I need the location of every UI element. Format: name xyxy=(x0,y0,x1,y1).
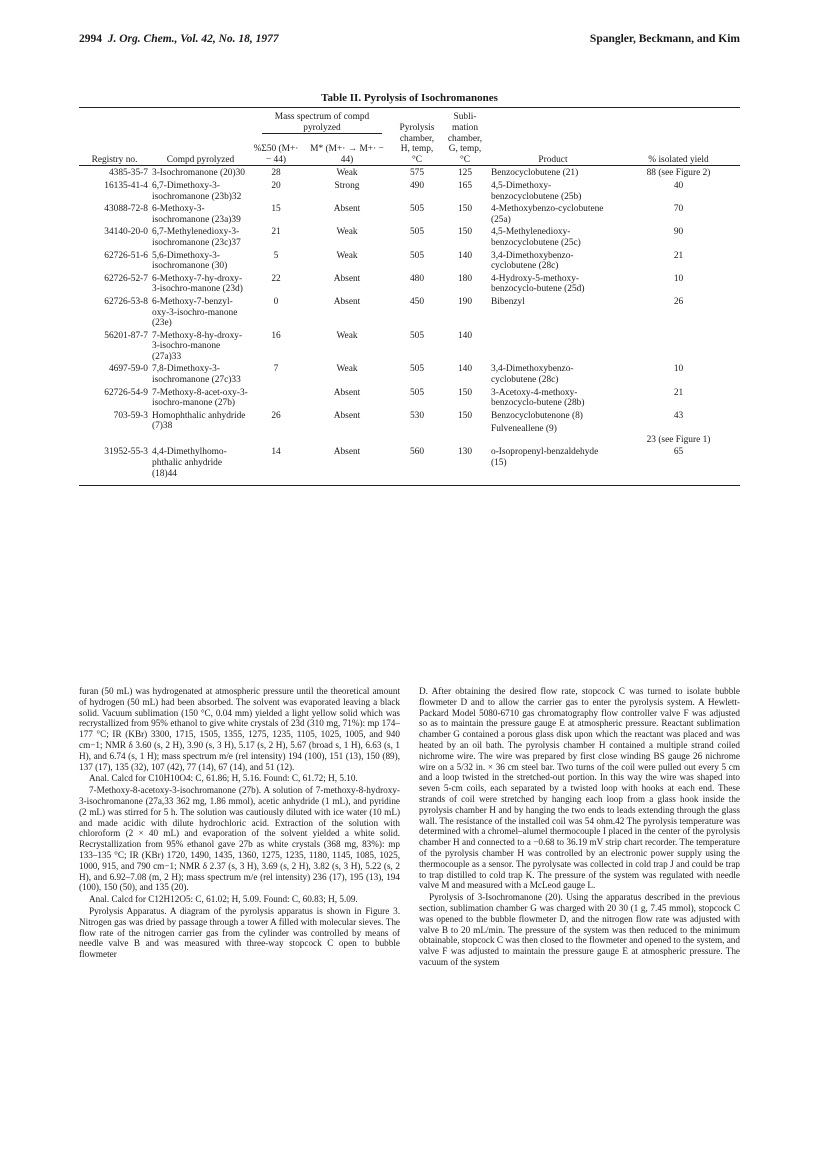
col-header-sublimation: Subli-mation chamber, G, temp, °C xyxy=(441,108,489,166)
table-row xyxy=(79,295,740,329)
cell-yield-first: 43 xyxy=(673,410,684,421)
cell-sigma xyxy=(251,386,301,409)
table-row xyxy=(79,329,740,363)
cell-registry: 62726-54-9 xyxy=(104,387,148,398)
cell-registry: 703-59-3 xyxy=(113,410,148,421)
left-column xyxy=(79,686,400,961)
cell-mstar: Weak xyxy=(336,364,358,375)
cell-registry: 4697-59-0 xyxy=(108,364,148,375)
table-row xyxy=(79,272,740,295)
cell-subl: 150 xyxy=(457,204,473,215)
cell-subl: 150 xyxy=(457,387,473,398)
cell-sigma: 5 xyxy=(273,250,279,261)
cell-compd: Homophthalic anhydride (7)38 xyxy=(152,410,246,432)
cell-product: o-Isopropenyl-benzaldehyde (15) xyxy=(489,445,617,485)
cell-registry: 31952-55-3 xyxy=(79,445,150,485)
cell-pyro: 490 xyxy=(409,180,425,191)
cell-pyro: 505 xyxy=(409,387,425,398)
cell-mstar: Absent xyxy=(333,204,361,215)
cell-pyro: 530 xyxy=(409,410,425,421)
paragraph: 7-Methoxy-8-acetoxy-3-isochromanone (27b). A solution of 7-methoxy-8-hydroxy-3-isochromanone (27a,33 362 mg, 1.86 mmol), acetic anhydride (1 mL), and pyridine (2 mL) was stirred for 5 h. The solution was cautiously diluted with ice water (10 mL) and made acidic with dilute hydrochloric acid. Extraction of the solution with chloroform (2 × 40 mL) and evaporation of the solvent yielded a white solid. Recrystallization from 95% ethanol gave 27b as white crystals (368 mg, 83%): mp 133–135 °C; IR (KBr) 1720, 1490, 1435, 1360, 1275, 1235, 1180, 1145, 1085, 1025, 1000, 915, and 790 cm−1; NMR δ 2.37 (s, 3 H), 3.69 (s, 2 H), 3.82 (s, 3 H), 5.22 (s, 2 H), and 6.92–7.08 (m, 2 H); mass spectrum m/e (rel intensity) 236 (17), 195 (13), 194 (100), 150 (50), and 135 (20). xyxy=(79,785,400,893)
paragraph: Anal. Calcd for C10H10O4: C, 61.86; H, 5.16. Found: C, 61.72; H, 5.10. xyxy=(89,773,358,784)
cell-sigma: 0 xyxy=(273,296,279,307)
running-header xyxy=(79,33,740,49)
cell-yield xyxy=(617,409,740,446)
cell-registry: 56201-87-7 xyxy=(104,330,148,341)
cell-mstar: Weak xyxy=(336,168,358,179)
cell-yield: 10 xyxy=(673,364,684,375)
paragraph: Pyrolysis of 3-Isochromanone (20). Using the apparatus described in the previous section, sublimation chamber G was charged with 20 30 (1 g, 7.45 mmol), stopcock C was opened to the bubble flowmeter D, and the nitrogen flow rate was adjusted with valve B to 20 mL/min. The pressure of the system was then reduced to the minimum obtainable, stopcock C was then closed to the flowmeter and opened to the system, and valve F was adjusted to maintain the pressure gauge E at atmospheric pressure. The vacuum of the system xyxy=(419,892,740,967)
cell-sigma: 7 xyxy=(273,364,279,375)
cell-mstar: Strong xyxy=(334,180,360,191)
col-header-yield: % isolated yield xyxy=(617,108,740,166)
cell-registry: 62726-51-6 xyxy=(104,250,148,261)
cell-registry: 34140-20-0 xyxy=(104,227,148,238)
cell-subl: 180 xyxy=(457,273,473,284)
cell-compd: 6-Methoxy-3-isochromanone (23a)39 xyxy=(152,204,241,225)
cell-sigma: 15 xyxy=(271,204,281,215)
cell-product: 4,5-Methylenedioxy-benzocyclobutene (25c) xyxy=(491,227,581,248)
col-header-mstar: M* (M+· → M+· − 44) xyxy=(310,144,384,165)
table-row xyxy=(79,386,740,409)
cell-yield-second: 23 (see Figure 1) xyxy=(646,434,711,445)
col-header-mass-spectrum: Mass spectrum of compd pyrolyzed xyxy=(262,112,382,134)
cell-pyro: 560 xyxy=(393,445,441,485)
cell-yield: 40 xyxy=(673,180,684,191)
cell-product: 4-Methoxybenzo-cyclobutene (25a) xyxy=(491,204,604,225)
cell-pyro: 505 xyxy=(409,330,425,341)
cell-pyro: 505 xyxy=(409,364,425,375)
cell-sigma: 28 xyxy=(271,168,281,179)
cell-subl: 140 xyxy=(457,364,473,375)
cell-compd: 4,4-Dimethylhomo-phthalic anhydride (18)44 xyxy=(150,445,251,485)
cell-subl: 150 xyxy=(457,227,473,238)
header-authors: Spangler, Beckmann, and Kim xyxy=(589,33,740,45)
col-header-registry: Registry no. xyxy=(79,108,150,166)
cell-subl: 140 xyxy=(457,330,473,341)
cell-product: 4,5-Dimethoxy-benzocyclobutene (25b) xyxy=(491,180,582,202)
table-row xyxy=(79,409,740,446)
table-title: Table II. Pyrolysis of Isochromanones xyxy=(321,92,498,104)
cell-pyro: 505 xyxy=(409,204,425,215)
cell-pyro: 575 xyxy=(409,168,425,179)
cell-product: 3,4-Dimethoxybenzo-cyclobutene (28c) xyxy=(491,364,574,386)
cell-subl: 125 xyxy=(457,168,473,179)
cell-product xyxy=(489,329,617,363)
cell-sigma: 21 xyxy=(271,227,281,238)
cell-compd: 7,8-Dimethoxy-3-isochromanone (27c)33 xyxy=(152,364,241,386)
cell-subl: 140 xyxy=(457,250,473,261)
cell-yield: 21 xyxy=(673,387,684,398)
cell-product: 4-Hydroxy-5-methoxy-benzocyclo-butene (25d) xyxy=(491,273,585,295)
cell-sigma: 20 xyxy=(271,180,281,191)
cell-registry: 16135-41-4 xyxy=(104,180,148,191)
cell-product-second: Fulveneallene (9) xyxy=(491,424,557,435)
cell-compd: 6,7-Methylenedioxy-3-isochromanone (23c)37 xyxy=(152,227,241,248)
col-header-product: Product xyxy=(489,108,617,166)
cell-pyro: 505 xyxy=(409,250,425,261)
cell-mstar: Weak xyxy=(336,227,358,238)
cell-compd: 6,7-Dimethoxy-3-isochromanone (23b)32 xyxy=(152,180,242,202)
col-header-sigma: %Σ50 (M+· − 44) xyxy=(253,144,299,165)
cell-pyro: 505 xyxy=(409,227,425,238)
table-row xyxy=(79,249,740,272)
paragraph: Anal. Calcd for C12H12O5: C, 61.02; H, 5.09. Found: C, 60.83; H, 5.09. xyxy=(89,894,358,905)
table-row xyxy=(79,225,740,248)
cell-product-first: Benzocyclobutenone (8) xyxy=(491,410,583,421)
right-column xyxy=(419,686,740,969)
cell-sigma: 26 xyxy=(271,410,281,421)
cell-mstar: Weak xyxy=(336,250,358,261)
table-row xyxy=(79,179,740,202)
cell-compd: 3-Isochromanone (20)30 xyxy=(152,168,245,179)
paragraph: furan (50 mL) was hydrogenated at atmospheric pressure until the theoretical amount of hydrogen (50 mL) had been absorbed. The solvent was evaporated leaving a black solid. Vacuum sublimation (150 °C, 0.04 mm) yielded a light yellow solid which was recrystallized from 95% ethanol to give white crystals of 23d (310 mg, 71%): mp 174–177 °C; IR (KBr) 3300, 1715, 1505, 1355, 1275, 1235, 1105, 1025, 1005, and 940 cm−1; NMR δ 3.60 (s, 2 H), 3.90 (s, 3 H), 5.17 (s, 2 H), 5.67 (broad s, 1 H), 6.63 (s, 1 H), and 6.74 (s, 1 H); mass spectrum m/e (rel intensity) 194 (100), 151 (13), 150 (89), 137 (17), 135 (32), 107 (42), 77 (14), 67 (14), and 51 (12). xyxy=(79,686,400,772)
cell-subl: 165 xyxy=(457,180,473,191)
cell-product: 3,4-Dimethoxybenzo-cyclobutene (28c) xyxy=(491,250,574,272)
pyrolysis-table xyxy=(79,107,740,486)
cell-yield: 10 xyxy=(673,273,684,284)
cell-registry: 4385-35-7 xyxy=(108,168,148,179)
table-row xyxy=(79,166,740,179)
header-left xyxy=(79,33,279,45)
cell-yield: 21 xyxy=(673,250,684,261)
cell-mstar: Absent xyxy=(333,387,361,398)
cell-mstar: Weak xyxy=(336,330,358,341)
table-row xyxy=(79,445,740,485)
cell-yield: 65 xyxy=(617,445,740,485)
cell-subl: 190 xyxy=(457,296,473,307)
cell-product: 3-Acetoxy-4-methoxy-benzocyclo-butene (28b) xyxy=(491,387,585,409)
cell-mstar: Absent xyxy=(301,445,393,485)
cell-registry: 62726-52-7 xyxy=(104,273,148,284)
cell-sigma: 16 xyxy=(271,330,281,341)
paragraph: D. After obtaining the desired flow rate, stopcock C was turned to isolate bubble flowmeter D and to allow the carrier gas to enter the pyrolysis system. A Hewlett-Packard Model 5080-6710 gas chromatography flow controller valve F was adjusted so as to maintain the pressure gauge E at atmospheric pressure. Reactant sublimation chamber G contained a porous glass disk upon which the reactant was placed and was heated by an oil bath. The pyrolysis chamber H contained a multiple strand coiled nichrome wire. The wire was prepared by first close winding BS gauge 26 nichrome wire on a 5/32 in. × 36 cm steel bar. Two turns of the coil were pulled out every 5 cm and a loop twisted in the stretched-out portion. In this way the wire was shaped into seven 5-cm coils, each separated by a twisted loop with hooks at each end. These strands of coil were stretched by hanging each loop from a glass hook inside the pyrolysis chamber H and by hanging the two ends to leads extending through the glass wall. The resistance of the installed coil was 54 ohm.42 The pyrolysis temperature was determined with a chromel–alumel thermocouple I placed in the center of the pyrolysis chamber H and connected to a −0.68 to 36.19 mV strip chart recorder. The temperature of the pyrolysis chamber H was controlled by an electronic power supply using the thermocouple as a sensor. The pyrolysate was collected in cold trap J and could be trap to trap distilled to cold trap K. The pressure of the system was regulated with needle valve M and measured with a McLeod gauge L. xyxy=(419,686,740,891)
cell-product xyxy=(489,409,617,446)
cell-yield: 26 xyxy=(673,296,684,307)
cell-pyro: 450 xyxy=(409,296,425,307)
cell-product: Bibenzyl xyxy=(491,296,525,307)
cell-sigma: 14 xyxy=(251,445,301,485)
journal-citation: J. Org. Chem., Vol. 42, No. 18, 1977 xyxy=(107,33,279,45)
cell-pyro: 480 xyxy=(409,273,425,284)
cell-compd: 7-Methoxy-8-acet-oxy-3-isochro-manone (27b) xyxy=(152,387,248,409)
cell-subl: 130 xyxy=(441,445,489,485)
table-row xyxy=(79,362,740,385)
cell-yield xyxy=(617,329,740,363)
cell-mstar: Absent xyxy=(333,296,361,307)
cell-yield: 70 xyxy=(673,204,684,215)
cell-registry: 43088-72-8 xyxy=(104,204,148,215)
cell-yield: 88 (see Figure 2) xyxy=(646,168,711,179)
paragraph: Pyrolysis Apparatus. A diagram of the pyrolysis apparatus is shown in Figure 3. Nitrogen gas was dried by passage through a tower A filled with molecular sieves. The flow rate of the nitrogen carrier gas from the cylinder was controlled by means of needle valve B and was measured with three-way stopcock C open to bubble flowmeter xyxy=(79,905,400,960)
cell-compd: 5,6-Dimethoxy-3-isochromanone (30) xyxy=(152,250,228,272)
cell-product: Benzocyclobutene (21) xyxy=(491,168,579,179)
cell-registry: 62726-53-8 xyxy=(104,296,148,307)
cell-mstar: Absent xyxy=(333,410,361,421)
page-number: 2994 xyxy=(79,33,102,45)
col-header-pyrolysis: Pyrolysis chamber, H, temp, °C xyxy=(393,108,441,166)
cell-sigma: 22 xyxy=(271,273,281,284)
col-header-compd: Compd pyrolyzed xyxy=(150,108,251,166)
cell-compd: 6-Methoxy-7-benzyl-oxy-3-isochro-manone (23e) xyxy=(152,296,238,329)
cell-compd: 6-Methoxy-7-hy-droxy-3-isochro-manone (23d) xyxy=(152,273,243,295)
body-text xyxy=(79,686,740,1126)
cell-compd: 7-Methoxy-8-hy-droxy-3-isochro-manone (27a)33 xyxy=(152,330,243,362)
cell-yield: 90 xyxy=(673,227,684,238)
cell-mstar: Absent xyxy=(333,273,361,284)
table-row xyxy=(79,202,740,225)
cell-subl: 150 xyxy=(457,410,473,421)
